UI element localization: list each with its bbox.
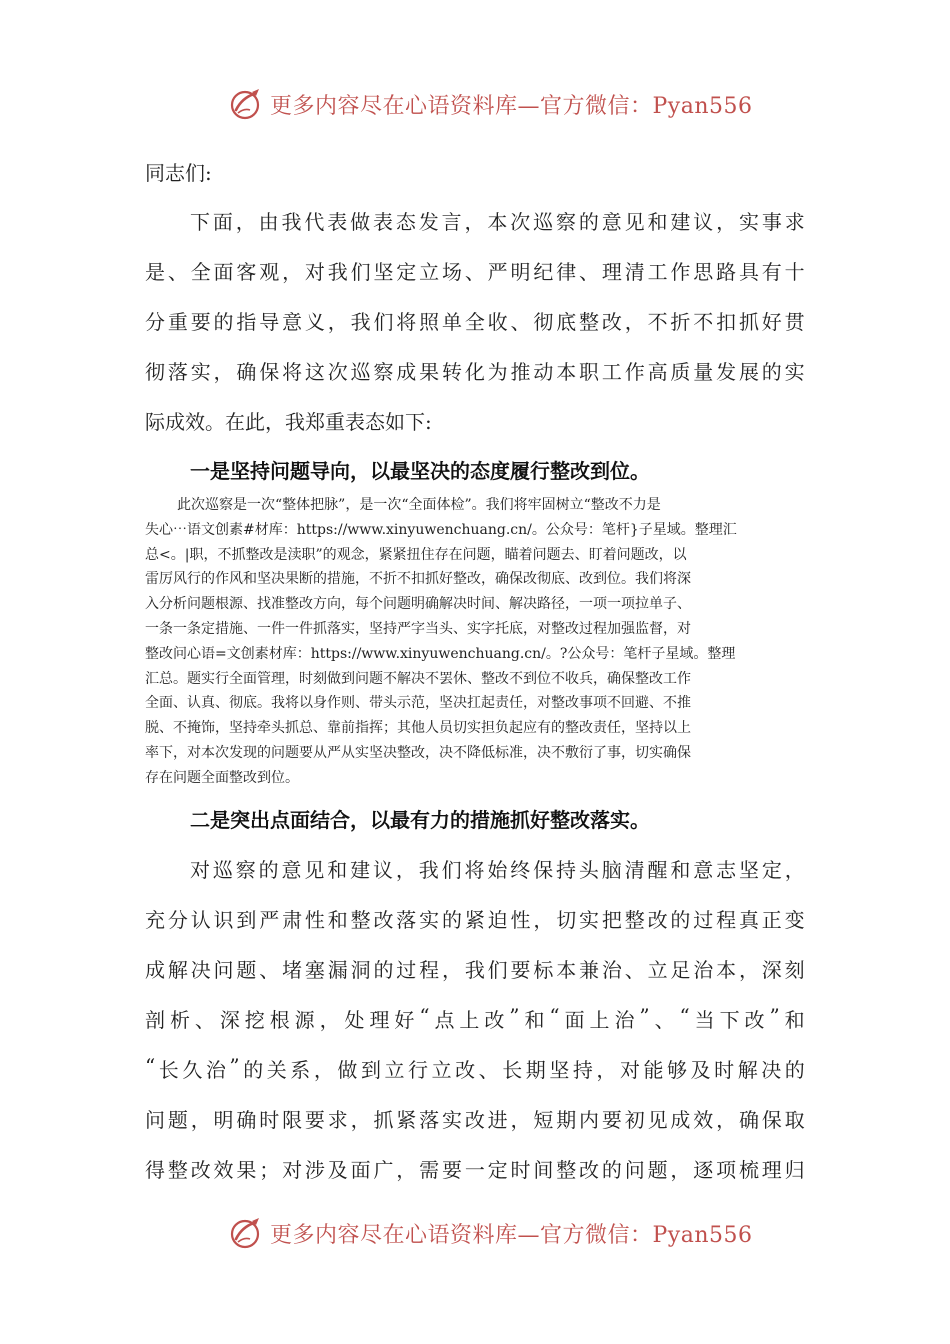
pen-swirl-logo-icon (228, 1215, 264, 1251)
section-two-line: 得 整 改 效 果 ； 对 涉 及 面 广 ， 需 要 一 定 时 间 整 改 的 问 题 ， 逐 项 梳 理 归 (145, 1158, 805, 1182)
intro-line: 是 、 全 面 客 观 ， 对 我 们 坚 定 立 场 、 严 明 纪 律 、 理 清 工 作 思 路 具 有 十 (145, 260, 805, 284)
banner-text: 更多内容尽在心语资料库—官方微信：Pyan556 (270, 1223, 753, 1248)
intro-line: 彻 落 实 ， 确 保 将 这 次 巡 察 成 果 转 化 为 推 动 本 职 工 作 高 质 量 发 展 的 实 (145, 360, 805, 384)
heading-two: 二是突出点面结合，以最有力的措施抓好整改落实。 (190, 808, 650, 832)
section-one-line: 雷厉风行的作风和坚决果断的措施，不折不扣抓好整改，确保改彻底、改到位。我们将深 (145, 571, 691, 588)
salutation: 同志们: (145, 161, 212, 185)
section-one-line: 此次巡察是一次“整体把脉”，是一次“全面体检”。我们将牢固树立“整改不力是 (177, 497, 661, 513)
section-one-line: 率下，对本次发现的问题要从严从实坚决整改，决不降低标准，决不敷衍了事，切实确保 (145, 745, 691, 761)
header-banner (0, 84, 950, 124)
intro-line: 际成效。在此，我郑重表态如下: (145, 410, 432, 434)
section-one-line: 入分析问题根源、找准整改方向，每个问题明确解决时间、解决路径，一项一项拉单子、 (145, 596, 691, 613)
section-two-line: 问 题 ， 明 确 时 限 要 求 ， 抓 紧 落 实 改 进 ， 短 期 内 要 初 见 成 效 ， 确 保 取 (145, 1108, 805, 1132)
section-one-line: 总<。|职，不抓整改是渎职”的观念，紧紧扭住存在问题，瞄着问题去、盯着问题改，以 (145, 546, 687, 563)
section-one-line: 一条一条定措施、一件一件抓落实，坚持严字当头、实字托底，对整改过程加强监督，对 (145, 621, 691, 637)
section-two-line: 对 巡 察 的 意 见 和 建 议 ， 我 们 将 始 终 保 持 头 脑 清 醒 和 意 志 坚 定 ， (190, 858, 805, 882)
section-one-line: 失心⋯语文创素#材库：https://www.xinyuwenchuang.cn/。公众号：笔杆}子星域。整理汇 (145, 521, 737, 538)
section-two-line: “ 长 久 治 ” 的 关 系 ， 做 到 立 行 立 改 、 长 期 坚 持 ， 对 能 够 及 时 解 决 的 (145, 1054, 805, 1082)
pen-swirl-logo-icon (228, 86, 264, 122)
footer-banner (0, 1213, 950, 1253)
intro-line: 分 重 要 的 指 导 意 义 ， 我 们 将 照 单 全 收 、 彻 底 整 改 ， 不 折 不 扣 抓 好 贯 (145, 310, 805, 334)
section-two-line: 成 解 决 问 题 、 堵 塞 漏 洞 的 过 程 ， 我 们 要 标 本 兼 治 、 立 足 治 本 ， 深 刻 (145, 958, 805, 982)
section-one-line: 整改问心语=文创素材库：https://www.xinyuwenchuang.cn/。?公众号：笔杆子星域。整理 (145, 645, 736, 662)
section-one-line: 汇总。题实行全面管理，时刻做到问题不解决不罢休、整改不到位不收兵，确保整改工作 (145, 670, 691, 687)
banner-text: 更多内容尽在心语资料库—官方微信：Pyan556 (270, 94, 753, 119)
section-one-line: 存在问题全面整改到位。 (145, 769, 299, 786)
section-two-line: 充 分 认 识 到 严 肃 性 和 整 改 落 实 的 紧 迫 性 ， 切 实 把 整 改 的 过 程 真 正 变 (145, 908, 805, 932)
heading-one: 一是坚持问题导向，以最坚决的态度履行整改到位。 (190, 459, 650, 483)
section-one-line: 脱、不掩饰，坚持牵头抓总、靠前指挥；其他人员切实担负起应有的整改责任，坚持以上 (145, 720, 691, 737)
intro-line: 下 面 ， 由 我 代 表 做 表 态 发 言 ， 本 次 巡 察 的 意 见 和 建 议 ， 实 事 求 (190, 210, 805, 234)
section-two-line: 剖 析 、 深 挖 根 源 ， 处 理 好 “ 点 上 改 ” 和 “ 面 上 治 ” 、 “ 当 下 改 ” 和 (145, 1004, 805, 1032)
section-one-line: 全面、认真、彻底。我将以身作则、带头示范，坚决扛起责任，对整改事项不回避、不推 (145, 695, 691, 712)
